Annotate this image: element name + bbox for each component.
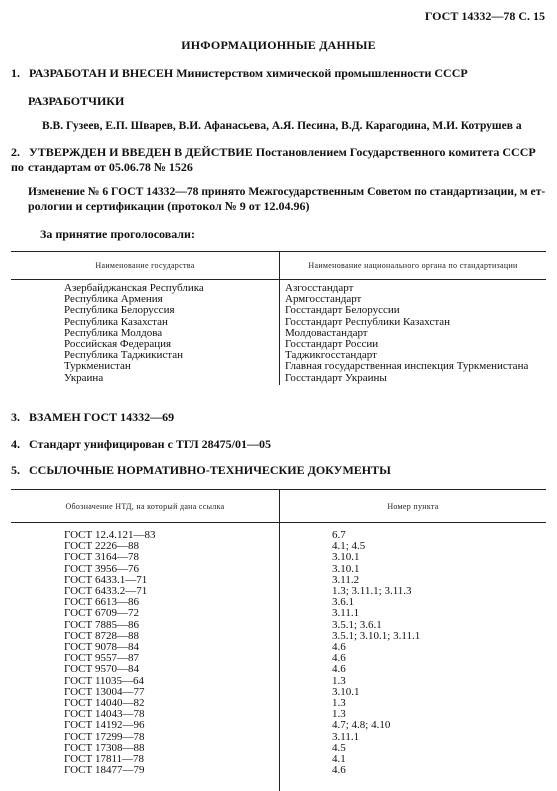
table2-doc: ГОСТ 18477—79 (64, 764, 145, 777)
table2-doc: ГОСТ 9570—84 (64, 663, 139, 676)
table1-body: Армгосстандарт (285, 293, 362, 306)
table1-state: Украина (64, 371, 104, 384)
table2-doc: ГОСТ 8728—88 (64, 629, 139, 642)
section-3-text: ВЗАМЕН ГОСТ 14332—69 (29, 410, 175, 424)
section-4-number: 4. (11, 437, 20, 451)
table2-doc: ГОСТ 3164—78 (64, 551, 139, 564)
table2-doc: ГОСТ 14040—82 (64, 697, 145, 710)
table2-clause: 4.6 (332, 641, 346, 654)
table2-clause: 3.11.1 (332, 607, 360, 620)
table2-doc: ГОСТ 17308—88 (64, 741, 145, 754)
table2-doc: ГОСТ 7885—86 (64, 618, 139, 631)
table2-clause: 6.7 (332, 529, 346, 541)
table2-divider (279, 489, 280, 791)
table2-clause: 3.11.1 (332, 730, 360, 743)
table1-state: Республика Армения (64, 293, 163, 306)
table2-header-clause: Номер пункта (387, 502, 439, 511)
table2-clause: 3.10.1 (332, 562, 360, 575)
table2-doc: ГОСТ 3956—76 (64, 562, 139, 575)
table2-doc: ГОСТ 14192—96 (64, 719, 145, 732)
table1-bodies-column (285, 283, 528, 384)
table2-doc: ГОСТ 17299—78 (64, 730, 145, 743)
table2-clause: 3.5.1; 3.6.1 (332, 618, 382, 631)
table2-clause: 3.6.1 (332, 596, 354, 609)
table2-doc: ГОСТ 12.4.121—83 (64, 529, 156, 541)
table2-doc: ГОСТ 14043—78 (64, 708, 145, 721)
section-1-heading: РАЗРАБОТАН И ВНЕСЕН (29, 66, 174, 80)
table1-body: Госстандарт России (285, 338, 379, 351)
table2-doc: ГОСТ 13004—77 (64, 685, 145, 698)
table2-clause: 1.3 (332, 697, 346, 710)
table2-clause: 3.10.1 (332, 551, 360, 564)
table2-doc: ГОСТ 6709—72 (64, 607, 139, 620)
table2-docs-column (64, 530, 155, 776)
table2-clause: 4.7; 4.8; 4.10 (332, 719, 391, 732)
table1-divider (279, 251, 280, 385)
section-3-number: 3. (11, 410, 20, 424)
table2-clause: 3.5.1; 3.10.1; 3.11.1 (332, 629, 421, 642)
table2-clause: 4.6 (332, 652, 346, 665)
table2-clause: 4.1; 4.5 (332, 540, 366, 553)
table2-clause: 4.6 (332, 663, 346, 676)
table1-state: Туркменистан (64, 360, 131, 373)
section-4 (11, 437, 271, 452)
table2-clause: 4.6 (332, 764, 346, 777)
table2-doc: ГОСТ 17811—78 (64, 753, 145, 766)
table2-clause: 3.11.2 (332, 573, 360, 586)
table2-doc: ГОСТ 6613—86 (64, 596, 139, 609)
section-2-number: 2. (11, 145, 20, 159)
table1-body: Госстандарт Белоруссии (285, 304, 400, 317)
table2-doc: ГОСТ 11035—64 (64, 674, 145, 687)
section-1-number: 1. (11, 66, 20, 80)
section-4-text: Стандарт унифицирован с ТГЛ 28475/01—05 (29, 437, 272, 451)
section-5 (11, 463, 391, 478)
table1-body: Главная государственная инспекция Туркменистана (285, 360, 529, 373)
table2-clause: 3.10.1 (332, 685, 360, 698)
table2-clauses-column (332, 530, 420, 776)
section-2-heading: УТВЕРЖДЕН И ВВЕДЕН В ДЕЙСТВИЕ (29, 145, 253, 159)
table1-state: Республика Таджикистан (64, 349, 183, 362)
table2-clause: 4.1 (332, 753, 346, 766)
section-1 (11, 66, 468, 81)
table1-state: Азербайджанская Республика (64, 282, 204, 294)
table1-state: Республика Молдова (64, 326, 163, 339)
section-2-line2: стандартам от 05.06.78 № 1526 (28, 160, 193, 174)
table2-doc: ГОСТ 9557—87 (64, 652, 139, 665)
section-5-text: ССЫЛОЧНЫЕ НОРМАТИВНО-ТЕХНИЧЕСКИЕ ДОКУМЕНТЫ (29, 463, 391, 477)
page-title: ИНФОРМАЦИОННЫЕ ДАННЫЕ (181, 38, 376, 52)
amendment-line2: рологии и сертификации (протокол № 9 от 12.04.96) (28, 199, 310, 213)
table2-clause: 4.5 (332, 741, 346, 754)
table1-state: Российская Федерация (64, 338, 172, 351)
table2-clause: 1.3 (332, 708, 346, 721)
table1-body: Госстандарт Республики Казахстан (285, 315, 451, 328)
section-5-number: 5. (11, 463, 20, 477)
table1-state: Республика Казахстан (64, 315, 168, 328)
section-2-line1: Постановлением Государственного комитета СССР по (11, 145, 536, 174)
table2-header-doc: Обозначение НТД, на который дана ссылка (65, 502, 225, 511)
table1-header-body: Наименование национального органа по стандартизации (308, 261, 518, 270)
developers-title: РАЗРАБОТЧИКИ (28, 94, 125, 108)
table2-clause: 1.3 (332, 674, 346, 687)
table1-body: Госстандарт Украины (285, 371, 387, 384)
table2-doc: ГОСТ 6433.2—71 (64, 585, 148, 598)
table2-doc: ГОСТ 6433.1—71 (64, 573, 148, 586)
developers-list: В.В. Гузеев, Е.П. Шварев, В.И. Афанасьева, А.Я. Песина, В.Д. Карагодина, М.И. Котрушев а (42, 120, 522, 132)
amendment-line1: Изменение № 6 ГОСТ 14332—78 принято Межгосударственным Советом по стандартизации, м ет- (28, 185, 546, 198)
table1-body: Таджикгосстандарт (285, 349, 377, 362)
voted-label: За принятие проголосовали: (40, 227, 195, 241)
page-header: ГОСТ 14332—78 С. 15 (424, 9, 545, 23)
table2-clause: 1.3; 3.11.1; 3.11.3 (332, 585, 412, 598)
table1-body: Молдовастандарт (285, 326, 368, 339)
table2-doc: ГОСТ 9078—84 (64, 641, 139, 654)
table1-header-state: Наименование государства (95, 261, 195, 270)
table1-states-column (64, 283, 204, 384)
section-3 (11, 410, 174, 425)
table2-doc: ГОСТ 2226—88 (64, 540, 139, 553)
table1-body: Азгосстандарт (285, 282, 354, 294)
section-1-text: Министерством химической промышленности СССР (173, 66, 468, 80)
table1-state: Республика Белоруссия (64, 304, 175, 317)
